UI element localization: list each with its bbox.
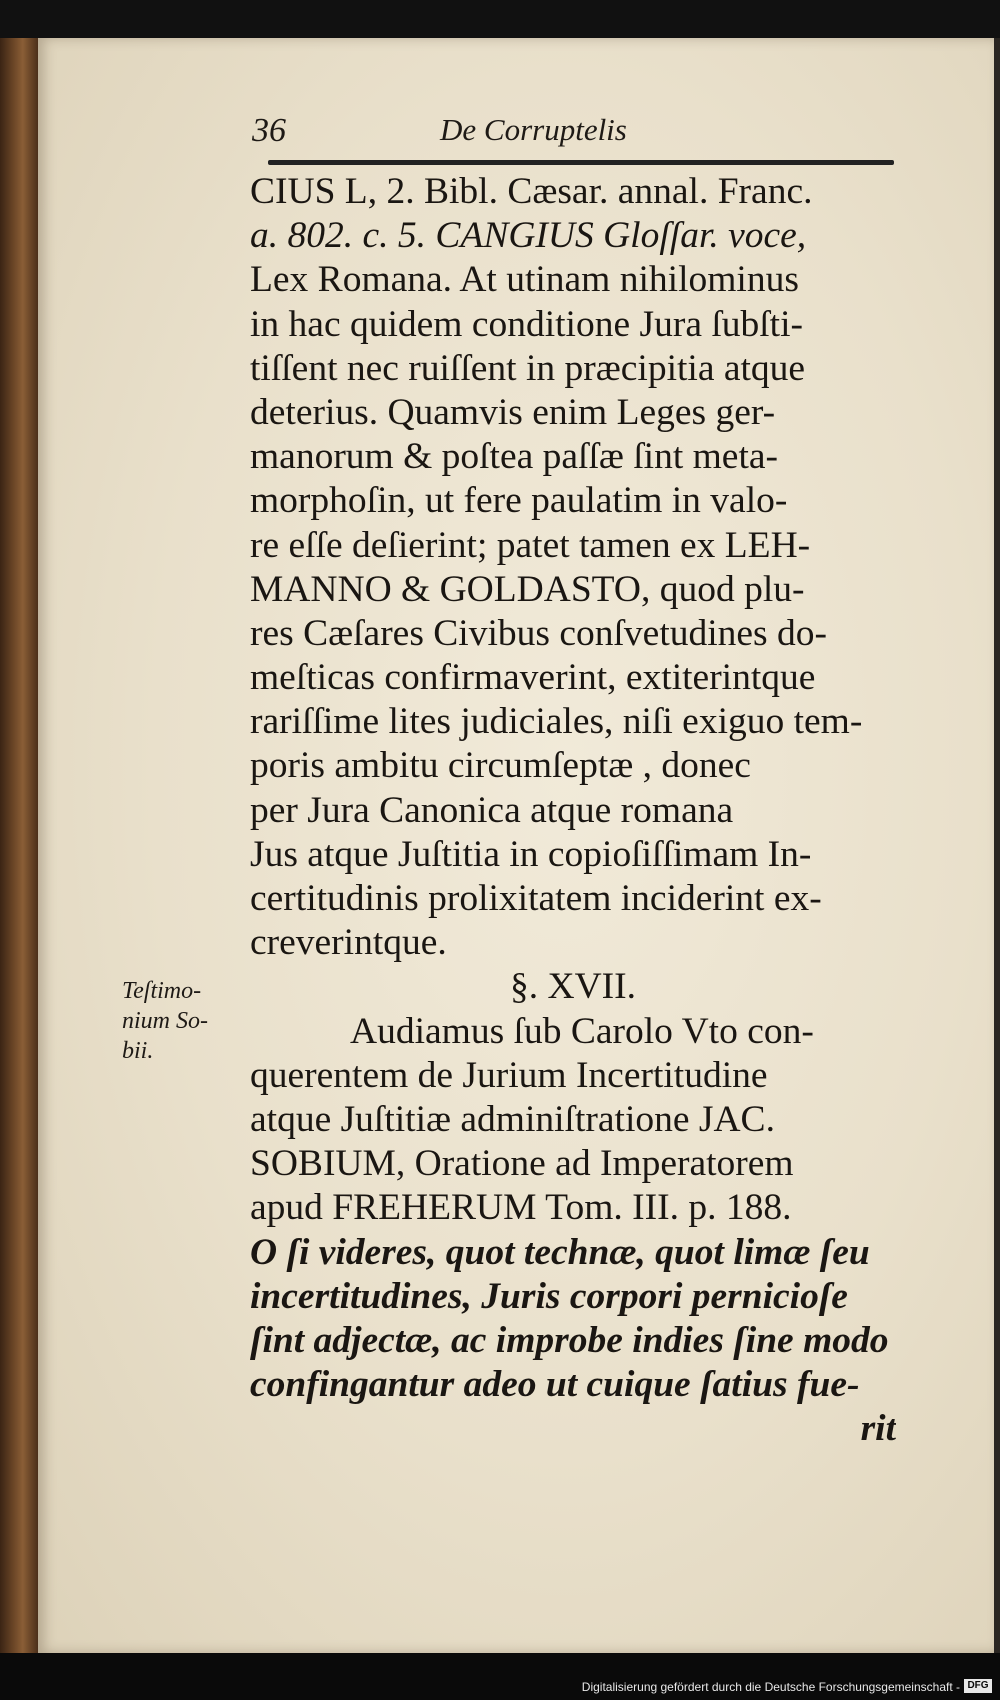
text-line: MANNO & GOLDASTO, quod plu-: [250, 568, 805, 610]
text-line: rariſſime lites judiciales, niſi exiguo tem-: [250, 701, 863, 743]
book-binding: [0, 38, 38, 1653]
scanner-top-band: [0, 0, 1000, 38]
footer-credit: Digitalisierung gefördert durch die Deutsche Forschungsgemeinschaft -: [581, 1680, 960, 1694]
margin-note-line: Teſtimo-: [122, 978, 202, 1004]
text-line: apud FREHERUM Tom. III. p. 188.: [250, 1187, 792, 1229]
text-line: querentem de Jurium Incertitudine: [250, 1054, 768, 1096]
text-line: Jus atque Juſtitia in copioſiſſimam In-: [250, 833, 812, 875]
text-line: meſticas confirmaverint, extiterintque: [250, 657, 816, 699]
text-line: atque Juſtitiæ adminiſtratione JAC.: [250, 1098, 775, 1140]
text-line: re eſſe deſierint; patet tamen ex LEH-: [250, 524, 811, 566]
catchword: rit: [860, 1408, 896, 1450]
margin-note: [122, 976, 242, 1066]
text-line: in hac quidem conditione Jura ſubſti-: [250, 303, 803, 345]
text-line: per Jura Canonica atque romana: [250, 789, 734, 831]
quote-line: confingantur adeo ut cuique ſatius fue-: [250, 1364, 860, 1406]
running-head: [252, 112, 892, 156]
text-line: res Cæſares Civibus conſvetudines do-: [250, 612, 828, 654]
text-line: SOBIUM, Oratione ad Imperatorem: [250, 1143, 794, 1185]
page-number: 36: [252, 112, 286, 149]
body-text: [250, 170, 896, 1451]
page-right-edge: [994, 38, 1000, 1653]
margin-note-line: nium So-: [122, 1008, 208, 1034]
text-line: deterius. Quamvis enim Leges ger-: [250, 391, 776, 433]
text-line: Lex Romana. At utinam nihilominus: [250, 259, 799, 301]
margin-note-line: bii.: [122, 1038, 154, 1064]
text-line: certitudinis prolixitatem inciderint ex-: [250, 878, 822, 919]
text-line: morphoſin, ut fere paulatim in valo-: [250, 480, 788, 522]
quote-line: O ſi videres, quot technæ, quot limæ ſeu: [250, 1231, 870, 1273]
section-heading: §. XVII.: [509, 966, 636, 1008]
text-line: poris ambitu circumſeptæ , donec: [250, 745, 751, 787]
quote-line: ſint adjectæ, ac improbe indies ſine modo: [250, 1319, 889, 1361]
text-line: a. 802. c. 5. CANGIUS Gloſſar. voce,: [250, 215, 807, 257]
text-line: creverintque.: [250, 922, 447, 964]
text-line: manorum & poſtea paſſæ ſint meta-: [250, 436, 779, 478]
running-title: De Corruptelis: [440, 112, 627, 147]
quote-line: incertitudines, Juris corpori pernicioſe: [250, 1275, 848, 1317]
head-rule: [268, 160, 894, 165]
text-line: tiſſent nec ruiſſent in præcipitia atque: [250, 347, 806, 389]
text-line: Audiamus ſub Carolo Vto con-: [350, 1010, 814, 1052]
text-line: CIUS L, 2. Bibl. Cæsar. annal. Franc.: [250, 171, 813, 212]
dfg-logo: DFG: [964, 1679, 992, 1693]
